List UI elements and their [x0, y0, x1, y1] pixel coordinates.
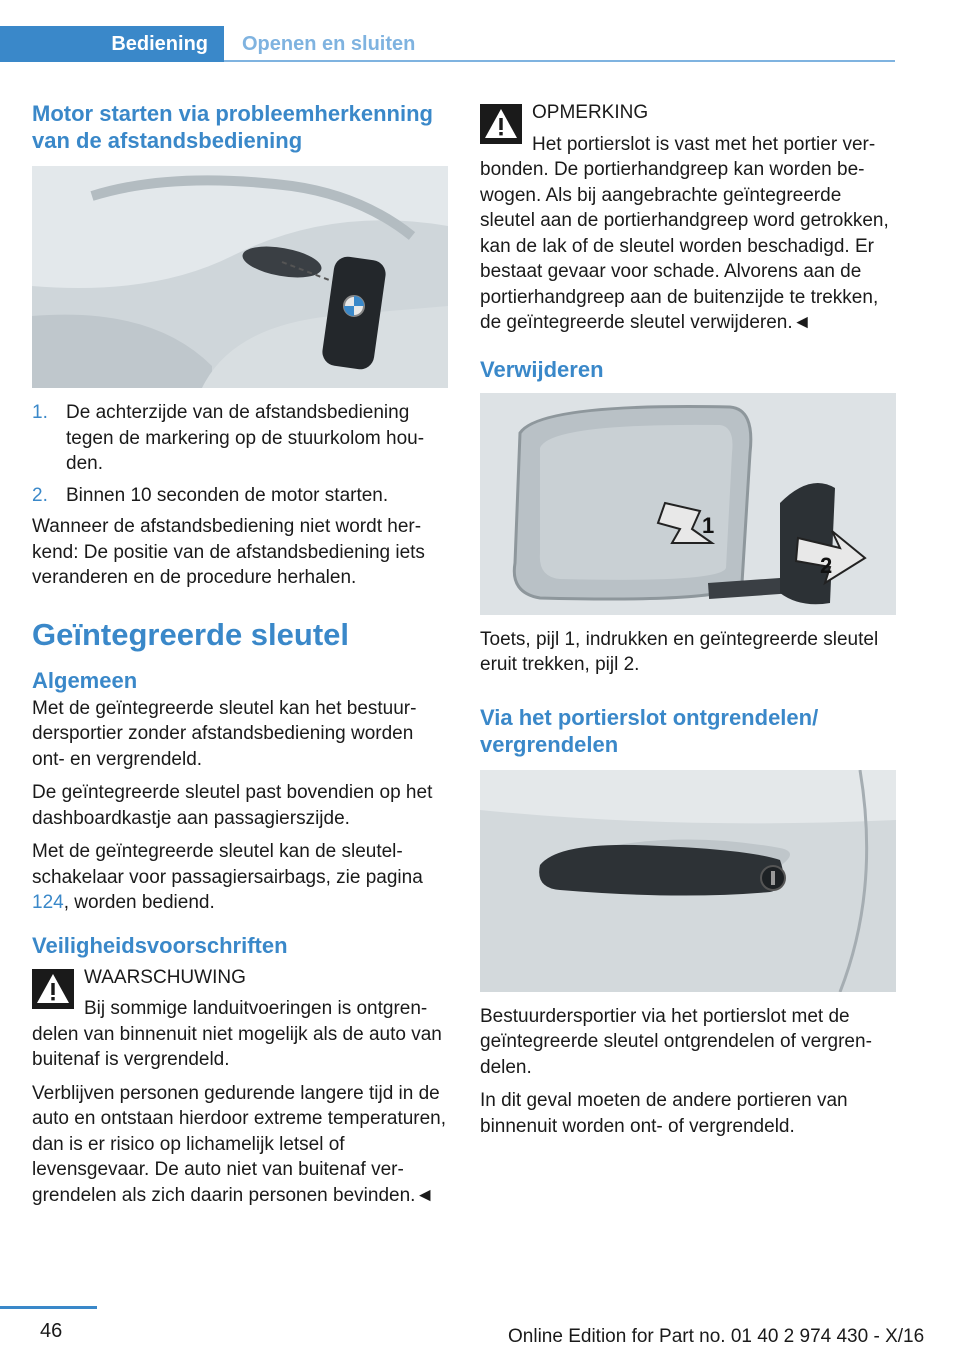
step-number: 1.	[32, 402, 48, 423]
paragraph-general-3	[32, 839, 448, 916]
warning-triangle-icon	[32, 969, 74, 1009]
header-rule	[224, 60, 895, 62]
warning-text-1: Bij sommige landuitvoeringen is ontgrendelen van binnenuit niet mogelijk als de auto van buitenaf is vergrendeld.	[32, 998, 442, 1070]
arrow-1-label: 1	[702, 512, 715, 538]
tab-bediening-label: Bediening	[111, 32, 208, 55]
paragraph-general-1: Met de geïntegreerde sleutel kan het bestuurdersportier zonder afstandsbediening worden ont- en vergrendeld.	[32, 697, 417, 770]
step-text: De achterzijde van de afstandsbediening tegen de markering op de stuurkolom houden.	[66, 402, 425, 474]
warning-triangle-icon	[480, 104, 522, 144]
door-handle-illustration	[480, 770, 896, 992]
section-title-integrated-key: Geïntegreerde sleutel	[32, 616, 350, 652]
arrow-2-label: 2	[820, 552, 833, 578]
warning-title: WAARSCHUWING	[84, 966, 246, 988]
steps-list	[32, 400, 448, 508]
note-title: OPMERKING	[532, 102, 649, 123]
list-item	[32, 483, 448, 509]
text: Met de geïntegreerde sleutel kan de sleutelschakelaar voor passagiersairbags, zie pagina	[32, 841, 423, 888]
warning-block	[32, 965, 448, 1209]
page-link[interactable]: 124	[32, 892, 64, 913]
paragraph-remove: Toets, pijl 1, indrukken en geïntegreerde sleutel eruit trekken, pijl 2.	[480, 628, 879, 675]
footer-rule	[0, 1306, 97, 1309]
tab-openen-en-sluiten[interactable]	[242, 26, 415, 62]
figure-door-lock	[480, 770, 896, 992]
remove-key-illustration	[480, 393, 896, 615]
figure-remove-key	[480, 393, 896, 615]
heading-portierslot: Via het portierslot ontgrendelen/ vergrendelen	[480, 704, 819, 757]
key-steering-illustration	[32, 166, 448, 388]
warning-text-2: Verblijven personen gedurende langere tijd in de auto en ontstaan hierdoor extreme temperaturen, dan is er risico op lichamelijk letsel of levensgevaar. De auto niet van buitenaf vergrendelen als zich daarin personen bevinden.◄	[32, 1082, 447, 1206]
heading-algemeen: Algemeen	[32, 667, 138, 693]
heading-verwijderen: Verwijderen	[480, 356, 604, 382]
note-block	[480, 100, 896, 336]
list-item	[32, 400, 448, 477]
edition-text: Online Edition for Part no. 01 40 2 974 430 - X/16	[508, 1326, 925, 1347]
step-text: Binnen 10 seconden de motor starten.	[66, 484, 389, 506]
note-text: Het portierslot is vast met het portier verbonden. De portierhandgreep kan worden bewogen. Als bij aangebrachte geïntegreerde sleutel aan de portierhandgreep word getrokken, kan de lak of de sleutel worden beschadigd. Er bestaat gevaar voor schade. Alvorens aan de portierhandgreep aan de buitenzijde te trekken, de geïntegreerde sleutel verwijderen.◄	[480, 133, 889, 333]
right-column	[480, 100, 896, 1147]
text: , worden bediend.	[63, 892, 215, 913]
paragraph-not-recognized: Wanneer de afstandsbediening niet wordt herkend: De positie van de afstandsbediening iets veranderen en de procedure herhalen.	[32, 516, 425, 588]
left-column	[32, 100, 448, 1216]
step-number: 2.	[32, 484, 48, 506]
tab-openen-label: Openen en sluiten	[242, 32, 416, 55]
paragraph-lock-2: In dit geval moeten de andere portieren van binnenuit worden ont- of vergrendeld.	[480, 1090, 848, 1137]
page-number: 46	[40, 1320, 63, 1342]
paragraph-general-2: De geïntegreerde sleutel past bovendien op het dashboardkastje aan passagierszijde.	[32, 782, 433, 829]
figure-key-steering-column	[32, 166, 448, 388]
heading-veiligheid: Veiligheidsvoorschriften	[32, 932, 288, 958]
paragraph-lock-1: Bestuurdersportier via het portierslot met de geïntegreerde sleutel ontgrendelen of vergrendelen.	[480, 1005, 872, 1078]
heading-motor-starten: Motor starten via probleemherkenning van de afstandsbediening	[32, 101, 433, 153]
tab-bediening[interactable]	[0, 26, 224, 62]
